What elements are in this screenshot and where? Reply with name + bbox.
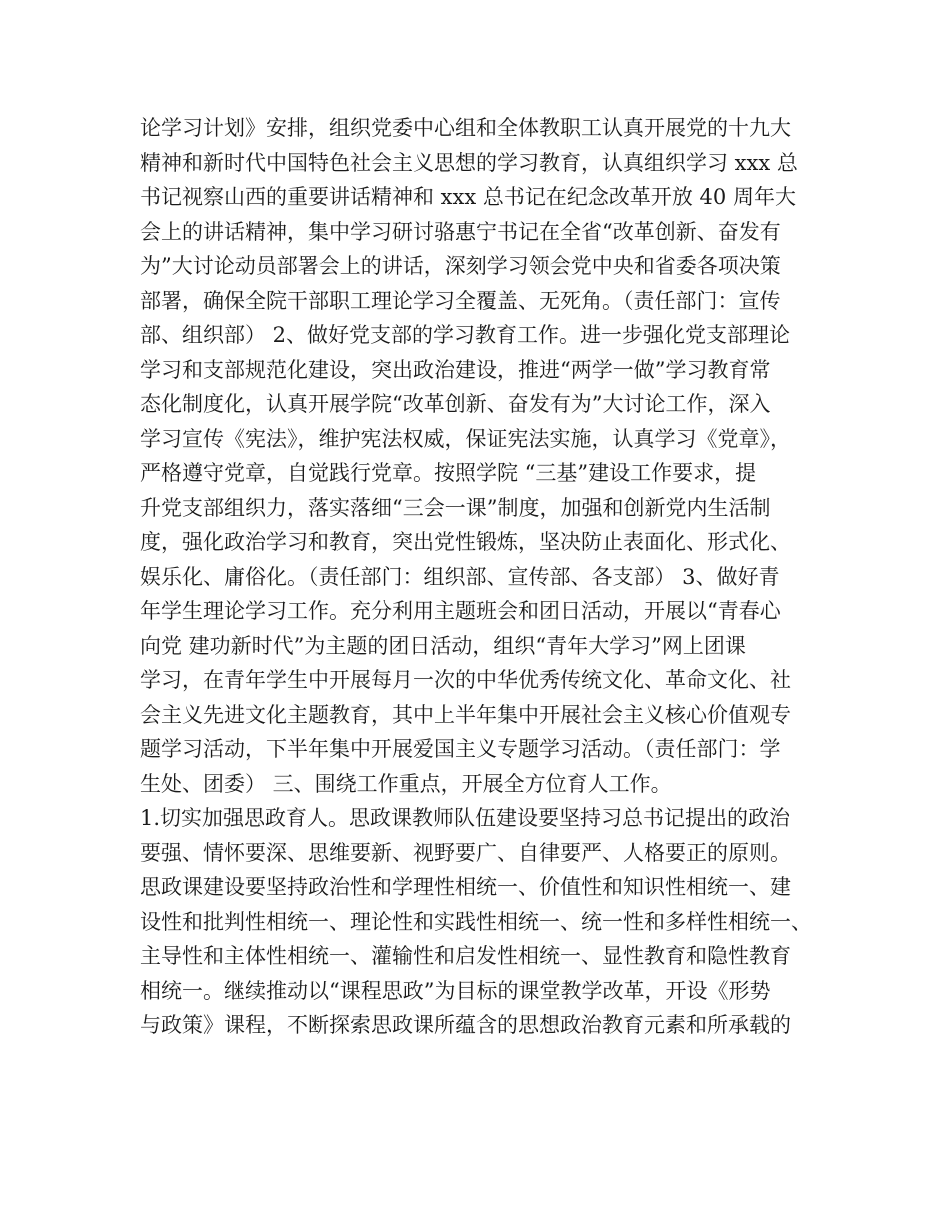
text-line: 部署，确保全院干部职工理论学习全覆盖、无死角。（责任部门：宣传 [140,288,781,313]
text-line: 1.切实加强思政育人。思政课教师队伍建设要坚持习总书记提出的政治 [140,806,791,830]
text-line: 会上的讲话精神，集中学习研讨骆惠宁书记在全省“改革创新、奋发有 [140,219,781,244]
body-text [140,111,820,1043]
text-line: 向党 建功新时代”为主题的团日活动，组织“青年大学习”网上团课 [140,633,746,658]
text-line: 书记视察山西的重要讲话精神和 xxx 总书记在纪念改革开放 40 周年大 [140,185,796,209]
text-line: 相统一。继续推动以“课程思政”为目标的课堂教学改革，开设《形势 [140,978,771,1003]
text-line: 态化制度化，认真开展学院“改革创新、奋发有为”大讨论工作，深入 [140,392,771,416]
text-line: 升党支部组织力，落实落细“三会一课”制度，加强和创新党内生活制 [140,495,771,520]
text-line: 娱乐化、庸俗化。（责任部门：组织部、宣传部、各支部） 3、做好青 [140,564,780,589]
text-line: 学习，在青年学生中开展每月一次的中华优秀传统文化、革命文化、社 [140,668,791,692]
text-line: 题学习活动，下半年集中开展爱国主义专题学习活动。（责任部门：学 [140,737,781,761]
text-line: 主导性和主体性相统一、灌输性和启发性相统一、显性教育和隐性教育 [140,944,791,968]
text-line: 与政策》课程，不断探索思政课所蕴含的思想政治教育元素和所承载的 [140,1013,791,1037]
text-line: 思政课建设要坚持政治性和学理性相统一、价值性和知识性相统一、建 [140,875,791,899]
text-line: 学习和支部规范化建设，突出政治建设，推进“两学一做”学习教育常 [140,357,771,382]
text-line: 精神和新时代中国特色社会主义思想的学习教育，认真组织学习 xxx 总 [140,150,798,175]
text-line: 生处、团委） 三、围绕工作重点，开展全方位育人工作。 [140,771,672,796]
text-line: 学习宣传《宪法》，维护宪法权威，保证宪法实施，认真学习《党章》， [140,426,791,451]
text-line: 严格遵守党章，自觉践行党章。按照学院 “三基”建设工作要求，提 [140,461,757,485]
text-line: 年学生理论学习工作。充分利用主题班会和团日活动，开展以“青春心 [140,599,781,623]
text-line: 度，强化政治学习和教育，突出党性锻炼，坚决防止表面化、形式化、 [140,530,791,554]
text-line: 要强、情怀要深、思维要新、视野要广、自律要严、人格要正的原则。 [140,840,791,865]
text-line: 设性和批判性相统一、理论性和实践性相统一、统一性和多样性相统一、 [140,909,812,934]
text-line: 为”大讨论动员部署会上的讲话，深刻学习领会党中央和省委各项决策 [140,254,781,278]
text-line: 会主义先进文化主题教育，其中上半年集中开展社会主义核心价值观专 [140,702,791,727]
text-line: 部、组织部） 2、做好党支部的学习教育工作。进一步强化党支部理论 [140,323,791,347]
text-line: 论学习计划》安排，组织党委中心组和全体教职工认真开展党的十九大 [140,116,791,140]
